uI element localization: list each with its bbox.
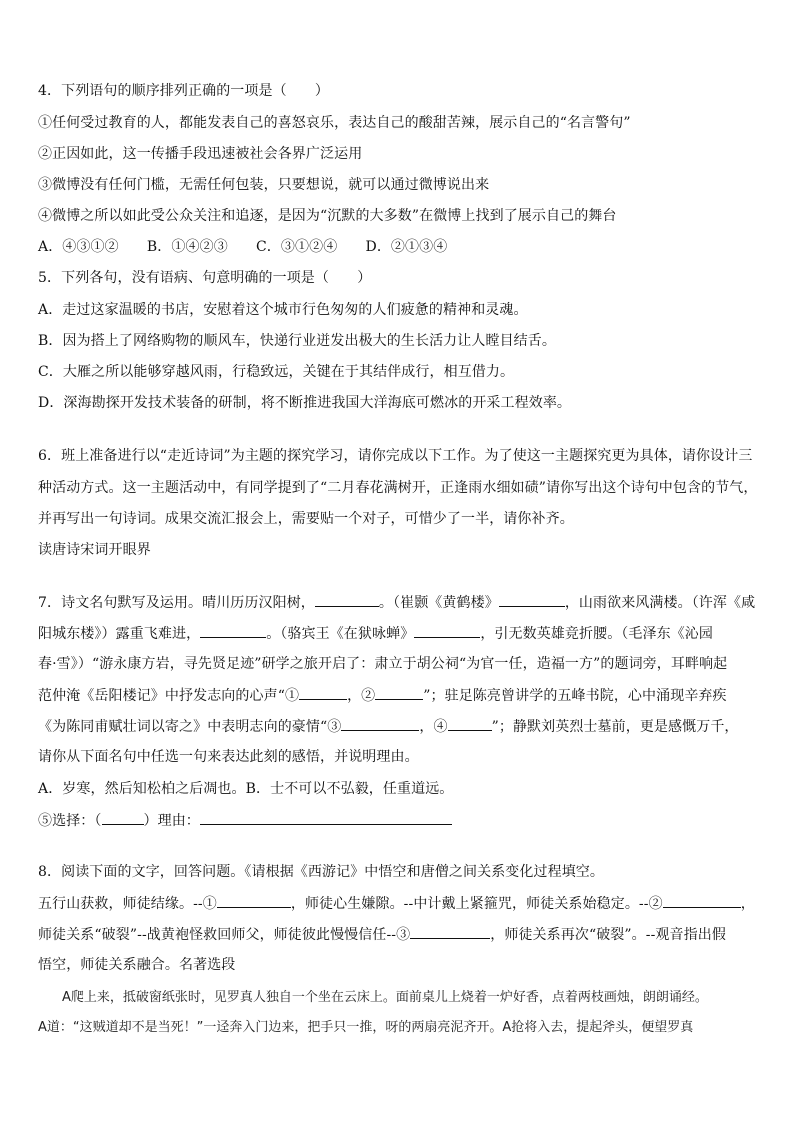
q7-reason-blank[interactable] [200,810,452,825]
q7-line-1: 7．诗文名句默写及运用。晴川历历汉阳树， 。（崔颢《黄鹤楼》 ，山雨欲来风满楼。（许浑《咸 [38,592,755,613]
q5-option-d: D．深海勘探开发技术装备的研制，将不断推进我国大洋海底可燃冰的开采工程效率。 [38,395,572,411]
q5-option-a: A．走过这家温暖的书店，安慰着这个城市行色匆匆的人们疲惫的精神和灵魂。 [38,302,528,318]
q8-blank-1[interactable] [217,893,291,908]
q7-choice-blank[interactable] [102,810,144,825]
q5-option-b: B．因为搭上了网络购物的顺风车，快递行业迸发出极大的生长活力让人瞠目结舌。 [38,333,556,349]
q6-line-3: 并再写出一句诗词。成果交流汇报会上，需要贴一个对子，可惜少了一半，请你补齐。 [38,511,574,527]
q8-line-4: 悟空，师徒关系融合。名著选段 [38,957,236,973]
q7-blank-3[interactable] [200,623,266,638]
q7-line-7: A．岁寒，然后知松柏之后凋也。B．士不可以不弘毅，任重道远。 [38,781,454,797]
q7-blank-5[interactable] [299,685,347,700]
q7-line-6: 请你从下面名句中任选一句来表达此刻的感悟，并说明理由。 [38,749,419,765]
q4-sentence-1: ①任何受过教育的人，都能发表自己的喜怒哀乐，表达自己的酸甜苦辣，展示自己的“名言警句” [38,115,631,131]
q7-blank-7[interactable] [341,716,419,731]
q7-blank-1[interactable] [315,592,379,607]
q4-stem: 4．下列语句的顺序排列正确的一项是（ ） [38,83,330,99]
q6-couplet: 读唐诗宋词开眼界 [38,542,151,558]
q4-sentence-4: ④微博之所以如此受公众关注和追逐，是因为“沉默的大多数”在微博上找到了展示自己的舞台 [38,208,617,224]
q7-line-5: 《为陈同甫赋壮词以寄之》中表明志向的豪情“③ ，④ ”；静默刘英烈士墓前，更是感慨万千， [38,716,739,737]
q7-line-2: 阳城东楼》）露重飞难进， 。（骆宾王《在狱咏蝉》 ，引无数英雄竞折腰。（毛泽东《沁园 [38,623,713,644]
q4-sentence-3: ③微博没有任何门槛，无需任何包装，只要想说，就可以通过微博说出来 [38,177,490,193]
q7-blank-6[interactable] [375,685,423,700]
q8-line-3: 师徒关系“破裂”--战黄袍怪救回师父，师徒彼此慢慢信任--③ ，师徒关系再次“破裂”。--观音指出假 [38,924,726,945]
q5-stem: 5．下列各句，没有语病、句意明确的一项是（ ） [38,270,372,286]
q7-blank-2[interactable] [499,592,565,607]
q7-blank-8[interactable] [448,716,492,731]
q5-option-c: C．大雁之所以能够穿越风雨，行稳致远，关键在于其结伴成行，相互借力。 [38,364,515,380]
q6-line-2: 种活动方式。这一主题活动中，有同学提到了“二月春花满树开，正逢雨水细如碛”请你写出这个诗句中包含的节气， [38,480,758,496]
q4-sentence-2: ②正因如此，这一传播手段迅速被社会各界广泛运用 [38,146,363,162]
q8-blank-2[interactable] [663,893,741,908]
excerpt-line-1: A爬上来，抵破窗纸张时，见罗真人独自一个坐在云床上。面前桌儿上烧着一炉好香，点着两枝画烛，朗朗诵经。 [62,990,708,1005]
q7-blank-4[interactable] [414,623,480,638]
q4-options: A．④③①② B．①④②③ C．③①②④ D．②①③④ [38,239,448,255]
q8-line-2: 五行山获救，师徒结缘。--① ，师徒心生嫌隙。--中计戴上紧箍咒，师徒关系始稳定。--② ， [38,893,755,914]
excerpt-line-2: A道：“这贼道却不是当死！”一迳奔入门边来，把手只一推，呀的两扇亮泥齐开。A抢将入去，提起斧头，便望罗真 [38,1020,694,1035]
q8-stem: 8．阅读下面的文字，回答问题。《请根据《西游记》中悟空和唐僧之间关系变化过程填空。 [38,864,605,880]
q6-line-1: 6．班上准备进行以“走近诗词”为主题的探究学习，请你完成以下工作。为了使这一主题探究更为具体，请你设计三 [38,448,753,464]
q7-line-8: ⑤选择：（ ）理由： [38,810,452,831]
q7-line-4: 范仲淹《岳阳楼记》中抒发志向的心声“① ，② ”；驻足陈亮曾讲学的五峰书院，心中涌现辛弃疾 [38,685,727,706]
q8-blank-3[interactable] [410,924,490,939]
q7-line-3: 春·雪》）“游永康方岩，寻先贤足迹”研学之旅开启了：肃立于胡公祠“为官一任，造福一方”的题词旁，耳畔响起 [38,656,728,672]
